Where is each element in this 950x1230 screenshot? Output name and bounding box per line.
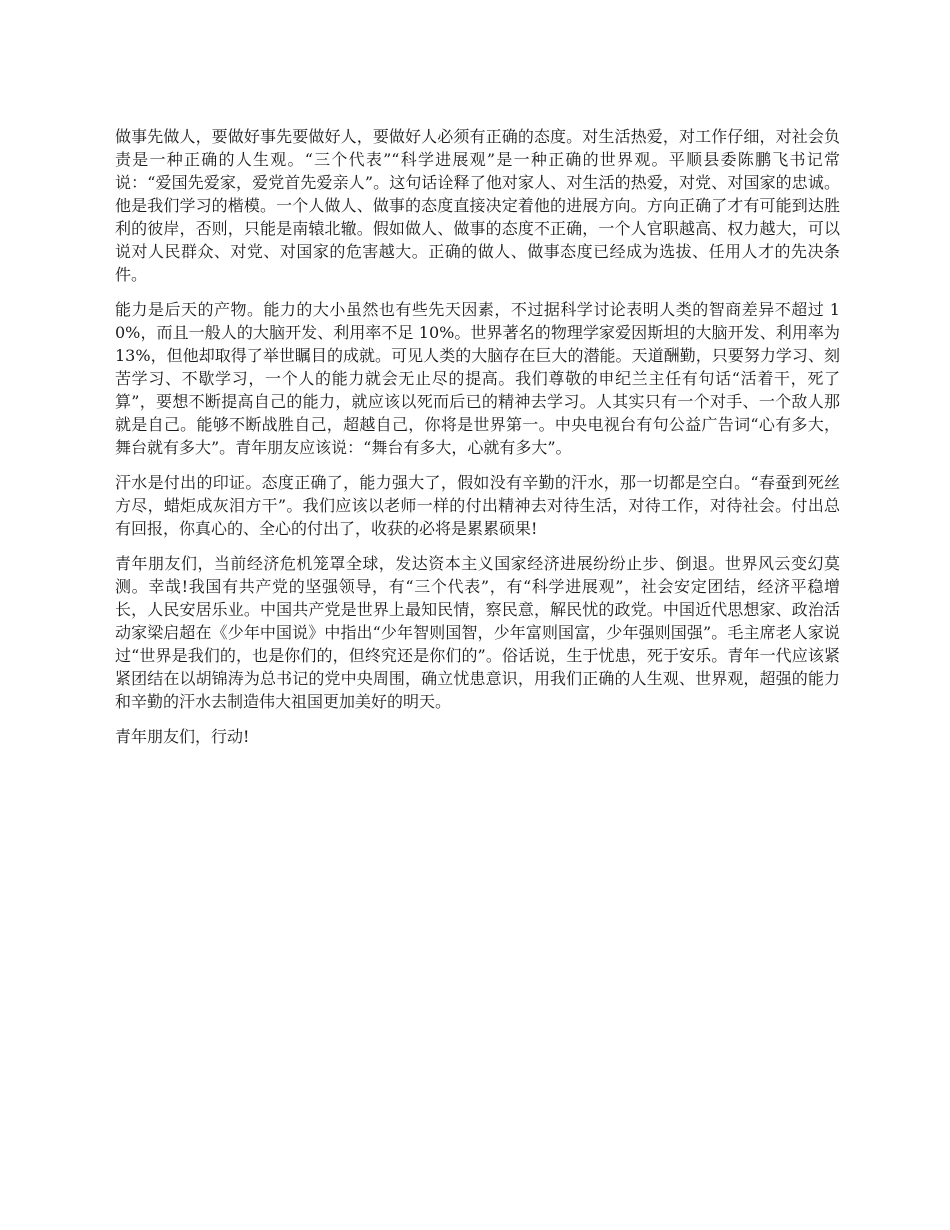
paragraph-4: 青年朋友们，当前经济危机笼罩全球，发达资本主义国家经济进展纷纷止步、倒退。世界风云变幻莫测。幸哉!我国有共产党的坚强领导，有“三个代表”，有“科学进展观”，社会安定团结，经济平稳增长，人民安居乐业。中国共产党是世界上最知民情，察民意，解民忧的政党。中国近代思想家、政治活动家梁启超在《少年中国说》中指出“少年智则国智，少年富则国富，少年强则国强”。毛主席老人家说过“世界是我们的，也是你们的，但终究还是你们的”。俗话说，生于忧患，死于安乐。青年一代应该紧紧团结在以胡锦涛为总书记的党中央周围，确立忧患意识，用我们正确的人生观、世界观，超强的能力和辛勤的汗水去制造伟大祖国更加美好的明天。 — [115, 554, 840, 711]
paragraph-2: 能力是后天的产物。能力的大小虽然也有些先天因素，不过据科学讨论表明人类的智商差异不超过 10%，而且一般人的大脑开发、利用率不足 10%。世界著名的物理学家爱因斯坦的大脑开发、利用率为 13%，但他却取得了举世瞩目的成就。可见人类的大脑存在巨大的潜能。天道酬勤，只要努力学习、刻苦学习、不歇学习，一个人的能力就会无止尽的提高。我们尊敬的申纪兰主任有句话“活着干，死了算”，要想不断提高自己的能力，就应该以死而后已的精神去学习。人其实只有一个对手、一个敌人那就是自己。能够不断战胜自己，超越自己，你将是世界第一。中央电视台有句公益广告词“心有多大，舞台就有多大”。青年朋友应该说：“舞台有多大，心就有多大”。 — [115, 300, 840, 457]
document-body — [115, 125, 840, 760]
paragraph-1: 做事先做人，要做好事先要做好人，要做好人必须有正确的态度。对生活热爱，对工作仔细，对社会负责是一种正确的人生观。“三个代表”“科学进展观”是一种正确的世界观。平顺县委陈鹏飞书记常说：“爱国先爱家，爱党首先爱亲人”。这句话诠释了他对家人、对生活的热爱，对党、对国家的忠诚。他是我们学习的楷模。一个人做人、做事的态度直接决定着他的进展方向。方向正确了才有可能到达胜利的彼岸，否则，只能是南辕北辙。假如做人、做事的态度不正确，一个人官职越高、权力越大，可以说对人民群众、对党、对国家的危害越大。正确的做人、做事态度已经成为选拔、任用人才的先决条件。 — [115, 127, 840, 284]
paragraph-3: 汗水是付出的印证。态度正确了，能力强大了，假如没有辛勤的汗水，那一切都是空白。“春蚕到死丝方尽，蜡炬成灰泪方干”。我们应该以老师一样的付出精神去对待生活，对待工作，对待社会。付出总有回报，你真心的、全心的付出了，收获的必将是累累硕果! — [115, 473, 840, 538]
paragraph-5: 青年朋友们，行动! — [115, 727, 250, 746]
